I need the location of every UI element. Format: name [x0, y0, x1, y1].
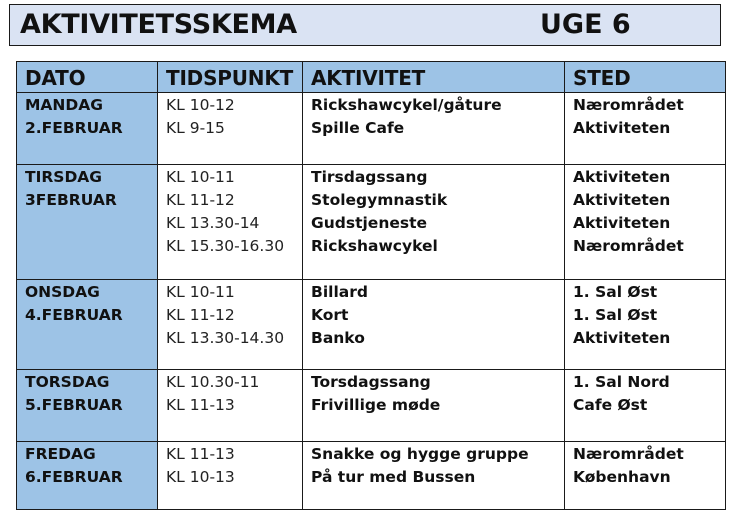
- table-header-row: [17, 62, 726, 93]
- activity-cell: [303, 165, 565, 280]
- day-date: 4.FEBRUAR: [25, 306, 123, 324]
- date-cell: [17, 442, 158, 510]
- place-item: Aktiviteten: [573, 191, 671, 209]
- time-cell: [158, 93, 303, 165]
- place-item: Nærområdet: [573, 445, 684, 463]
- day-name: MANDAG: [25, 96, 103, 114]
- day-name: TORSDAG: [25, 373, 110, 391]
- place-cell: [565, 165, 726, 280]
- day-name: FREDAG: [25, 445, 96, 463]
- time-cell: [158, 370, 303, 442]
- table-row-fredag: [17, 442, 726, 510]
- activity-cell: [303, 442, 565, 510]
- activity-schedule-table: [16, 61, 726, 510]
- activity-item: Snakke og hygge gruppe: [311, 445, 529, 463]
- column-header-sted: STED: [565, 62, 726, 93]
- date-cell: [17, 93, 158, 165]
- activity-item: Billard: [311, 283, 368, 301]
- place-item: 1. Sal Nord: [573, 373, 670, 391]
- activity-item: Banko: [311, 329, 365, 347]
- time-slot: KL 11-12: [166, 191, 235, 209]
- place-item: Nærområdet: [573, 96, 684, 114]
- activity-cell: [303, 370, 565, 442]
- week-label: UGE 6: [540, 9, 631, 40]
- day-name: TIRSDAG: [25, 168, 103, 186]
- activity-item: Torsdagssang: [311, 373, 431, 391]
- column-header-tidspunkt: TIDSPUNKT: [158, 62, 303, 93]
- place-item: 1. Sal Øst: [573, 283, 658, 301]
- time-slot: KL 13.30-14.30: [166, 329, 285, 347]
- day-date: 6.FEBRUAR: [25, 468, 123, 486]
- activity-item: Gudstjeneste: [311, 214, 428, 232]
- time-slot: KL 10-11: [166, 168, 235, 186]
- day-date: 3FEBRUAR: [25, 191, 117, 209]
- time-cell: [158, 165, 303, 280]
- day-date: 2.FEBRUAR: [25, 119, 123, 137]
- time-slot: KL 10-11: [166, 283, 235, 301]
- place-item: Nærområdet: [573, 237, 684, 255]
- place-cell: [565, 442, 726, 510]
- column-header-aktivitet: AKTIVITET: [303, 62, 565, 93]
- time-slot: KL 11-13: [166, 396, 235, 414]
- table-row-tirsdag: [17, 165, 726, 280]
- table-row-onsdag: [17, 280, 726, 370]
- table-row-mandag: [17, 93, 726, 165]
- date-cell: [17, 165, 158, 280]
- place-cell: [565, 93, 726, 165]
- day-date: 5.FEBRUAR: [25, 396, 123, 414]
- activity-item: Stolegymnastik: [311, 191, 448, 209]
- date-cell: [17, 370, 158, 442]
- activity-item: Tirsdagssang: [311, 168, 428, 186]
- place-item: 1. Sal Øst: [573, 306, 658, 324]
- time-slot: KL 10-12: [166, 96, 235, 114]
- activity-item: Rickshawcykel/gåture: [311, 96, 502, 114]
- table-row-torsdag: [17, 370, 726, 442]
- time-slot: KL 15.30-16.30: [166, 237, 285, 255]
- time-slot: KL 11-13: [166, 445, 235, 463]
- time-cell: [158, 280, 303, 370]
- title-banner: [9, 4, 721, 46]
- place-item: Aktiviteten: [573, 168, 671, 186]
- place-item: København: [573, 468, 671, 486]
- page-title: AKTIVITETSSKEMA: [20, 9, 297, 40]
- place-item: Aktiviteten: [573, 214, 671, 232]
- day-name: ONSDAG: [25, 283, 100, 301]
- activity-item: På tur med Bussen: [311, 468, 476, 486]
- place-cell: [565, 370, 726, 442]
- column-header-dato: DATO: [17, 62, 158, 93]
- time-cell: [158, 442, 303, 510]
- activity-item: Kort: [311, 306, 349, 324]
- activity-cell: [303, 93, 565, 165]
- date-cell: [17, 280, 158, 370]
- time-slot: KL 11-12: [166, 306, 235, 324]
- place-item: Aktiviteten: [573, 329, 671, 347]
- activity-item: Spille Cafe: [311, 119, 405, 137]
- time-slot: KL 13.30-14: [166, 214, 260, 232]
- time-slot: KL 10.30-11: [166, 373, 260, 391]
- activity-item: Frivillige møde: [311, 396, 441, 414]
- time-slot: KL 9-15: [166, 119, 225, 137]
- activity-cell: [303, 280, 565, 370]
- time-slot: KL 10-13: [166, 468, 235, 486]
- place-cell: [565, 280, 726, 370]
- place-item: Aktiviteten: [573, 119, 671, 137]
- place-item: Cafe Øst: [573, 396, 648, 414]
- activity-item: Rickshawcykel: [311, 237, 438, 255]
